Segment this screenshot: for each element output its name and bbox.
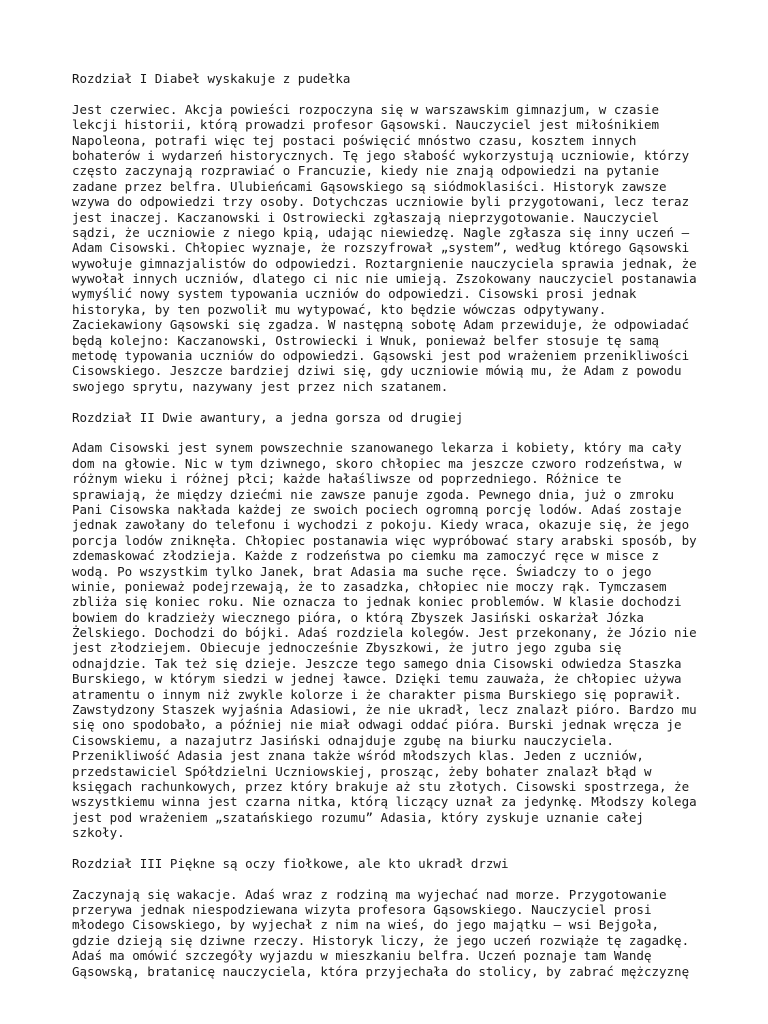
text-line: lekcji historii, którą prowadzi profesor Gąsowski. Nauczyciel jest miłośnikiem <box>72 117 659 133</box>
text-line: dom na głowie. Nic w tym dziwnego, skoro chłopiec ma jeszcze czworo rodzeństwa, w <box>72 455 682 471</box>
text-line: bohaterów i wydarzeń historycznych. Tę jego słabość wykorzystują uczniowie, którzy <box>72 147 690 163</box>
text-line: bowiem do kradzieży wiecznego pióra, o którą Zbyszek Jasiński oskarżał Józka <box>72 609 644 625</box>
text-line: jest złodziejem. Obiecuje jednocześnie Zbyszkowi, że jutro jego zguba się <box>72 640 622 656</box>
text-line: księgach rachunkowych, przez który brakuje aż stu złotych. Cisowski spostrzega, że <box>72 778 690 794</box>
text-line: Burskiego, w którym siedzi w jednej ławce. Dzięki temu zauważa, że chłopiec używa <box>72 671 682 687</box>
text-line: Adaś ma omówić szczegóły wyjazdu w mieszkaniu belfra. Uczeń poznaje tam Wandę <box>72 948 652 964</box>
text-line: przedstawiciel Spółdzielni Uczniowskiej, prosząc, żeby bohater znalazł błąd w <box>72 763 652 779</box>
text-line: Zaciekawiony Gąsowski się zgadza. W następną sobotę Adam przewiduje, że odpowiadać <box>72 317 690 333</box>
text-line: swojego sprytu, nazywany jest przez nich szatanem. <box>72 378 449 394</box>
text-line: Adam Cisowski. Chłopiec wyznaje, że rozszyfrował „system”, według którego Gąsowski <box>72 240 690 256</box>
chapter-paragraph <box>72 102 712 394</box>
text-line: zdemaskować złodzieja. Każde z rodzeństwa po ciemku ma zamoczyć ręce w misce z <box>72 548 659 564</box>
text-line: sprawiają, że między dziećmi nie zawsze panuje zgoda. Pewnego dnia, już o zmroku <box>72 486 675 502</box>
text-line: Żelskiego. Dochodzi do bójki. Adaś rozdziela kolegów. Jest przekonany, że Józio nie <box>72 625 697 641</box>
text-line: atramentu o innym niż zwykle kolorze i że charakter pisma Burskiego się poprawił. <box>72 686 682 702</box>
text-line: gdzie dzieją się dziwne rzeczy. Historyk liczy, że jego uczeń rozwiąże tę zagadkę. <box>72 932 690 948</box>
text-line: jest pod wrażeniem „szatańskiego rozumu” Adasia, który zyskuje uznanie całej <box>72 809 644 825</box>
text-line: zadane przez belfra. Ulubieńcami Gąsowskiego są siódmoklasiści. Historyk zawsze <box>72 178 667 194</box>
text-line: Gąsowską, bratanicę nauczyciela, która przyjechała do stolicy, by zabrać mężczyznę <box>72 963 690 979</box>
chapter-paragraph <box>72 887 712 979</box>
text-line: wywołał innych uczniów, dlatego ci nic nie umieją. Zszokowany nauczyciel postanawia <box>72 271 697 287</box>
text-line: odnajdzie. Tak też się dzieje. Jeszcze tego samego dnia Cisowski odwiedza Staszka <box>72 655 682 671</box>
document-page <box>72 71 712 994</box>
text-line: Jest czerwiec. Akcja powieści rozpoczyna się w warszawskim gimnazjum, w czasie <box>72 101 659 117</box>
text-line: przerywa jednak niespodziewana wizyta profesora Gąsowskiego. Nauczyciel prosi <box>72 902 652 918</box>
text-line: wzywa do odpowiedzi trzy osoby. Dotychczas uczniowie byli przygotowani, lecz teraz <box>72 194 690 210</box>
text-line: wymyślić nowy system typowania uczniów do odpowiedzi. Cisowski prosi jednak <box>72 286 637 302</box>
chapter-paragraph <box>72 440 712 840</box>
text-line: Pani Cisowska nakłada każdej ze swoich pociech ogromną porcję lodów. Adaś zostaje <box>72 501 682 517</box>
text-line: Cisowskiego. Jeszcze bardziej dziwi się, gdy uczniowie mówią mu, że Adam z powodu <box>72 363 682 379</box>
text-line: sądzi, że uczniowie z niego kpią, udając niewiedzę. Nagle zgłasza się inny uczeń – <box>72 224 690 240</box>
text-line: często zaczynają rozprawiać o Francuzie, kiedy nie znają odpowiedzi na pytanie <box>72 163 659 179</box>
text-line: różnym wieku i różnej płci; każde hałaśliwsze od poprzedniego. Różnice te <box>72 471 622 487</box>
text-line: szkoły. <box>72 825 125 841</box>
chapter-heading: Rozdział II Dwie awantury, a jedna gorsza od drugiej <box>72 409 464 425</box>
chapter-heading: Rozdział III Piękne są oczy fiołkowe, ale kto ukradł drzwi <box>72 855 509 871</box>
text-line: metodę typowania uczniów do odpowiedzi. Gąsowski jest pod wrażeniem przenikliwości <box>72 348 690 364</box>
text-line: jest inaczej. Kaczanowski i Ostrowiecki zgłaszają nieprzygotowanie. Nauczyciel <box>72 209 659 225</box>
chapter-heading: Rozdział I Diabeł wyskakuje z pudełka <box>72 71 351 86</box>
text-line: jednak zawołany do telefonu i wychodzi z pokoju. Kiedy wraca, okazuje się, że jego <box>72 517 690 533</box>
text-line: zbliża się koniec roku. Nie oznacza to jednak koniec problemów. W klasie dochodzi <box>72 594 682 610</box>
text-line: będą kolejno: Kaczanowski, Ostrowiecki i Wnuk, ponieważ belfer stosuje tę samą <box>72 332 659 348</box>
text-line: Przenikliwość Adasia jest znana także wśród młodszych klas. Jeden z uczniów, <box>72 748 644 764</box>
text-line: wywołuje gimnazjalistów do odpowiedzi. Roztargnienie nauczyciela sprawia jednak, że <box>72 255 697 271</box>
text-line: historyka, by ten pozwolił mu wytypować, kto będzie wówczas odpytywany. <box>72 301 607 317</box>
text-line: winie, ponieważ podejrzewają, że to zasadzka, chłopiec nie moczy rąk. Tymczasem <box>72 578 667 594</box>
text-line: Adam Cisowski jest synem powszechnie szanowanego lekarza i kobiety, który ma cały <box>72 440 682 456</box>
text-line: się ono spodobało, a później nie miał odwagi oddać pióra. Burski jednak wręcza je <box>72 717 682 733</box>
text-line: Zaczynają się wakacje. Adaś wraz z rodziną ma wyjechać nad morze. Przygotowanie <box>72 886 667 902</box>
text-line: Cisowskiemu, a nazajutrz Jasiński odnajduje zgubę na biurku nauczyciela. <box>72 732 614 748</box>
text-line: porcja lodów zniknęła. Chłopiec postanawia więc wypróbować stary arabski sposób, by <box>72 532 697 548</box>
text-line: Napoleona, potrafi więc tej postaci poświęcić mnóstwo czasu, kosztem innych <box>72 132 637 148</box>
text-line: Zawstydzony Staszek wyjaśnia Adasiowi, że nie ukradł, lecz znalazł pióro. Bardzo mu <box>72 702 697 718</box>
text-line: wodą. Po wszystkim tylko Janek, brat Adasia ma suche ręce. Świadczy to o jego <box>72 563 652 579</box>
text-line: młodego Cisowskiego, by wyjechał z nim na wieś, do jego majątku – wsi Bejgoła, <box>72 917 659 933</box>
text-line: wszystkiemu winna jest czarna nitka, którą liczący uznał za jedynkę. Młodszy kolega <box>72 794 697 810</box>
